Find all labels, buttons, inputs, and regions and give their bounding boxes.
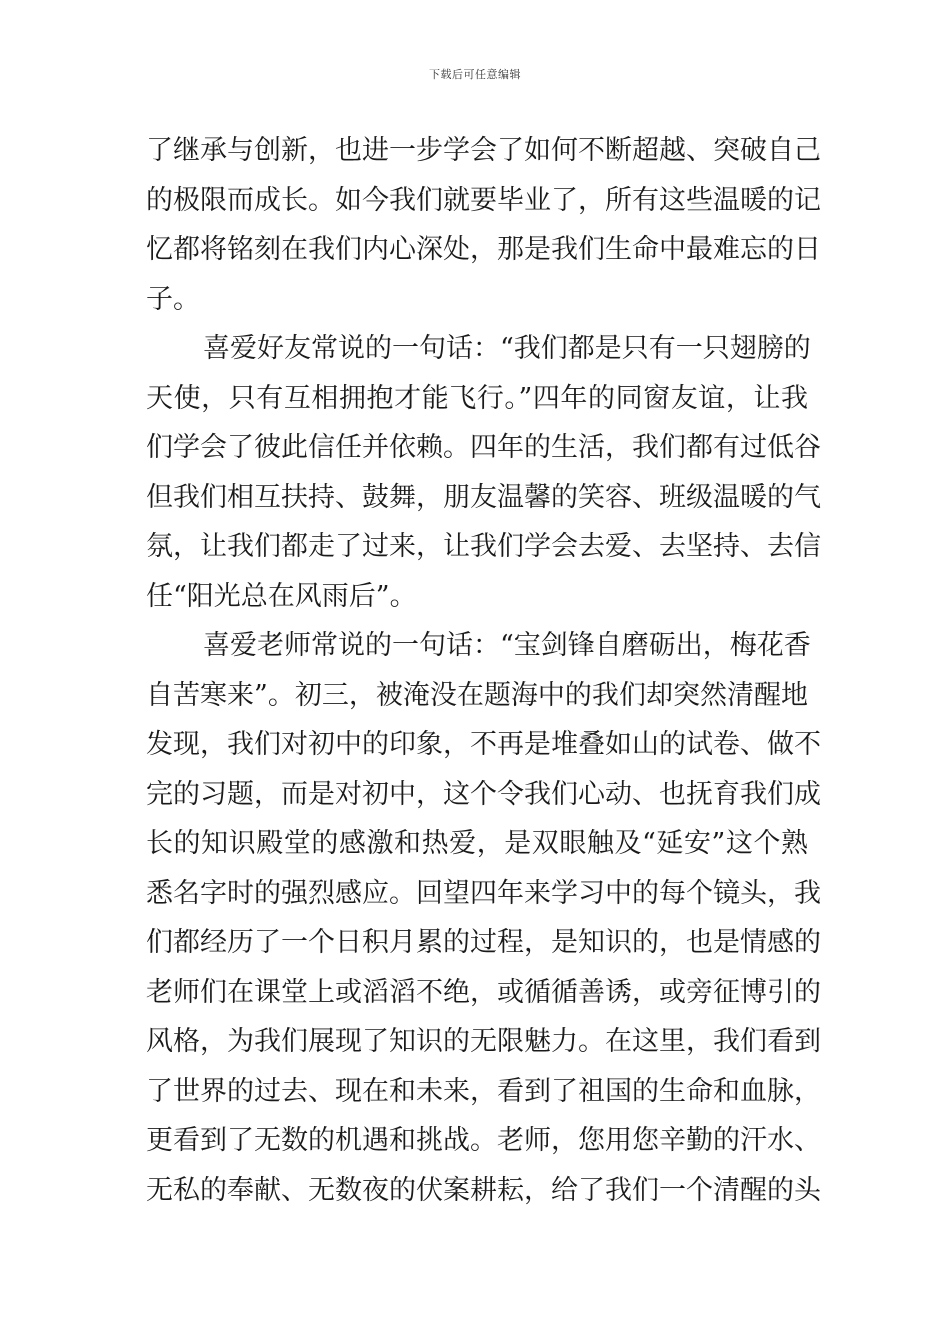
paragraph-1-line-3: 忆都将铭刻在我们内心深处，那是我们生命中最难忘的日 (146, 234, 821, 265)
paragraph-2-line-4: 但我们相互扶持、鼓舞，朋友温馨的笑容、班级温暖的气 (146, 481, 821, 513)
paragraph-2-line-6: 任“阳光总在风雨后”。 (146, 580, 417, 612)
paragraph-3-line-7: 们都经历了一个日积月累的过程，是知识的，也是情感的 (146, 927, 821, 958)
paragraph-1-line-2: 的极限而成长。如今我们就要毕业了，所有这些温暖的记 (146, 184, 821, 216)
paragraph-3-line-10: 了世界的过去、现在和未来，看到了祖国的生命和血脉， (146, 1075, 821, 1107)
paragraph-3-line-1: 喜爱老师常说的一句话：“宝剑锋自磨砺出，梅花香 (203, 630, 811, 661)
paragraph-3-line-9: 风格，为我们展现了知识的无限魅力。在这里，我们看到 (146, 1026, 821, 1057)
paragraph-3-line-4: 完的习题，而是对初中，这个令我们心动、也抚育我们成 (146, 778, 821, 810)
paragraph-3-line-11: 更看到了无数的机遇和挑战。老师，您用您辛勤的汗水、 (146, 1125, 821, 1156)
paragraph-3-line-6: 悉名字时的强烈感应。回望四年来学习中的每个镜头，我 (146, 877, 821, 909)
paragraph-2-line-3: 们学会了彼此信任并依赖。四年的生活，我们都有过低谷 (146, 432, 821, 463)
paragraph-2-line-5: 氛，让我们都走了过来，让我们学会去爱、去坚持、去信 (146, 531, 821, 562)
page-header: 下载后可任意编辑 (429, 68, 521, 81)
paragraph-3-line-2: 自苦寒来”。初三，被淹没在题海中的我们却突然清醒地 (146, 679, 808, 711)
paragraph-1-line-1: 了继承与创新，也进一步学会了如何不断超越、突破自己 (146, 135, 821, 166)
paragraph-1-line-4: 子。 (146, 283, 200, 315)
paragraph-3-line-5: 长的知识殿堂的感激和热爱，是双眼触及“延安”这个熟 (146, 828, 808, 859)
document-body (146, 126, 821, 1215)
paragraph-3-line-3: 发现，我们对初中的印象，不再是堆叠如山的试卷、做不 (146, 729, 821, 760)
paragraph-3-line-8: 老师们在课堂上或滔滔不绝，或循循善诱，或旁征博引的 (146, 976, 821, 1008)
paragraph-2-line-2: 天使，只有互相拥抱才能飞行。”四年的同窗友谊，让我 (146, 382, 808, 414)
paragraph-2-line-1: 喜爱好友常说的一句话：“我们都是只有一只翅膀的 (203, 333, 811, 364)
paragraph-3-line-12: 无私的奉献、无数夜的伏案耕耘，给了我们一个清醒的头 (146, 1174, 821, 1206)
